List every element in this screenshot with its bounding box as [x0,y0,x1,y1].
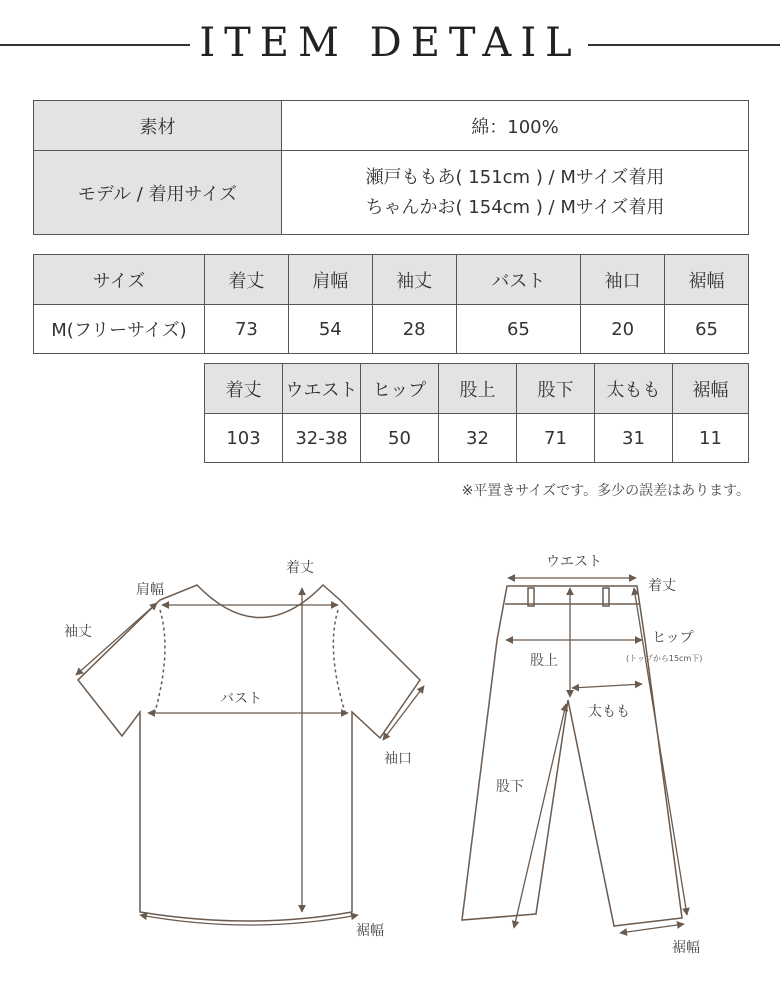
table-cell: 28 [372,305,456,354]
table-header-cell: 着丈 [205,364,283,414]
table-header-cell: 着丈 [205,255,289,305]
table-header-cell: ウエスト [283,364,361,414]
table-cell: 65 [665,305,749,354]
table-cell: 31 [595,414,673,463]
thigh-arrow [572,684,642,688]
table-cell: 32-38 [283,414,361,463]
material-value: 綿：100% [282,101,749,151]
label-hem: 裾幅 [356,923,384,939]
inseam-arrow [514,704,566,928]
label-hip-note: (トップから15cm下) [626,654,703,663]
label-pants-length: 着丈 [648,578,676,594]
model-line-1: 瀬戸ももあ( 151cm ) / Mサイズ着用 [365,166,665,188]
tshirt-sleeve-seam-left [155,610,165,712]
label-shoulder: 肩幅 [136,582,164,598]
label-length: 着丈 [286,560,314,576]
table-header-cell: 裾幅 [665,255,749,305]
label-cuff: 袖口 [384,751,412,767]
label-pants-hem: 裾幅 [672,940,700,956]
table-header-cell: サイズ [34,255,205,305]
label-waist: ウエスト [546,554,602,570]
measurement-note: ※平置きサイズです。多少の誤差はあります。 [461,483,750,499]
table-cell: 103 [205,414,283,463]
label-hip: ヒップ [652,630,694,646]
label-bust: バスト [220,691,262,707]
table-header-cell: 太もも [595,364,673,414]
tshirt-sleeve-seam-right [333,610,345,712]
pants-hem-arrow [620,924,684,933]
label-thigh: 太もも [588,704,630,720]
table-cell: 54 [288,305,372,354]
table-cell: 73 [205,305,289,354]
model-line-2: ちゃんかお( 154cm ) / Mサイズ着用 [365,196,665,218]
pants-outline [462,586,682,926]
table-header-cell: ヒップ [361,364,439,414]
tshirt-diagram [78,585,420,921]
tshirt-outline [78,585,420,921]
label-sleeve: 袖丈 [64,624,92,640]
table-header-cell: 袖丈 [372,255,456,305]
table-header-cell: 裾幅 [673,364,749,414]
table-cell: 50 [361,414,439,463]
table-header-cell: 股下 [517,364,595,414]
table-header-cell: 袖口 [581,255,665,305]
table-cell: 65 [456,305,581,354]
label-rise: 股上 [530,653,558,669]
tshirt-dimension-lines [76,588,424,925]
model-label: モデル / 着用サイズ [34,151,282,235]
table-header-cell: バスト [456,255,581,305]
pants-diagram [462,586,682,926]
table-cell: 11 [673,414,749,463]
table-header-cell: 肩幅 [288,255,372,305]
cuff-arrow [383,686,424,740]
material-label: 素材 [34,101,282,151]
label-inseam: 股下 [496,779,524,795]
page-title: ITEM DETAIL [199,20,581,66]
table-cell: 20 [581,305,665,354]
table-cell: M(フリーサイズ) [34,305,205,354]
table-cell: 32 [439,414,517,463]
table-header-cell: 股上 [439,364,517,414]
table-cell: 71 [517,414,595,463]
